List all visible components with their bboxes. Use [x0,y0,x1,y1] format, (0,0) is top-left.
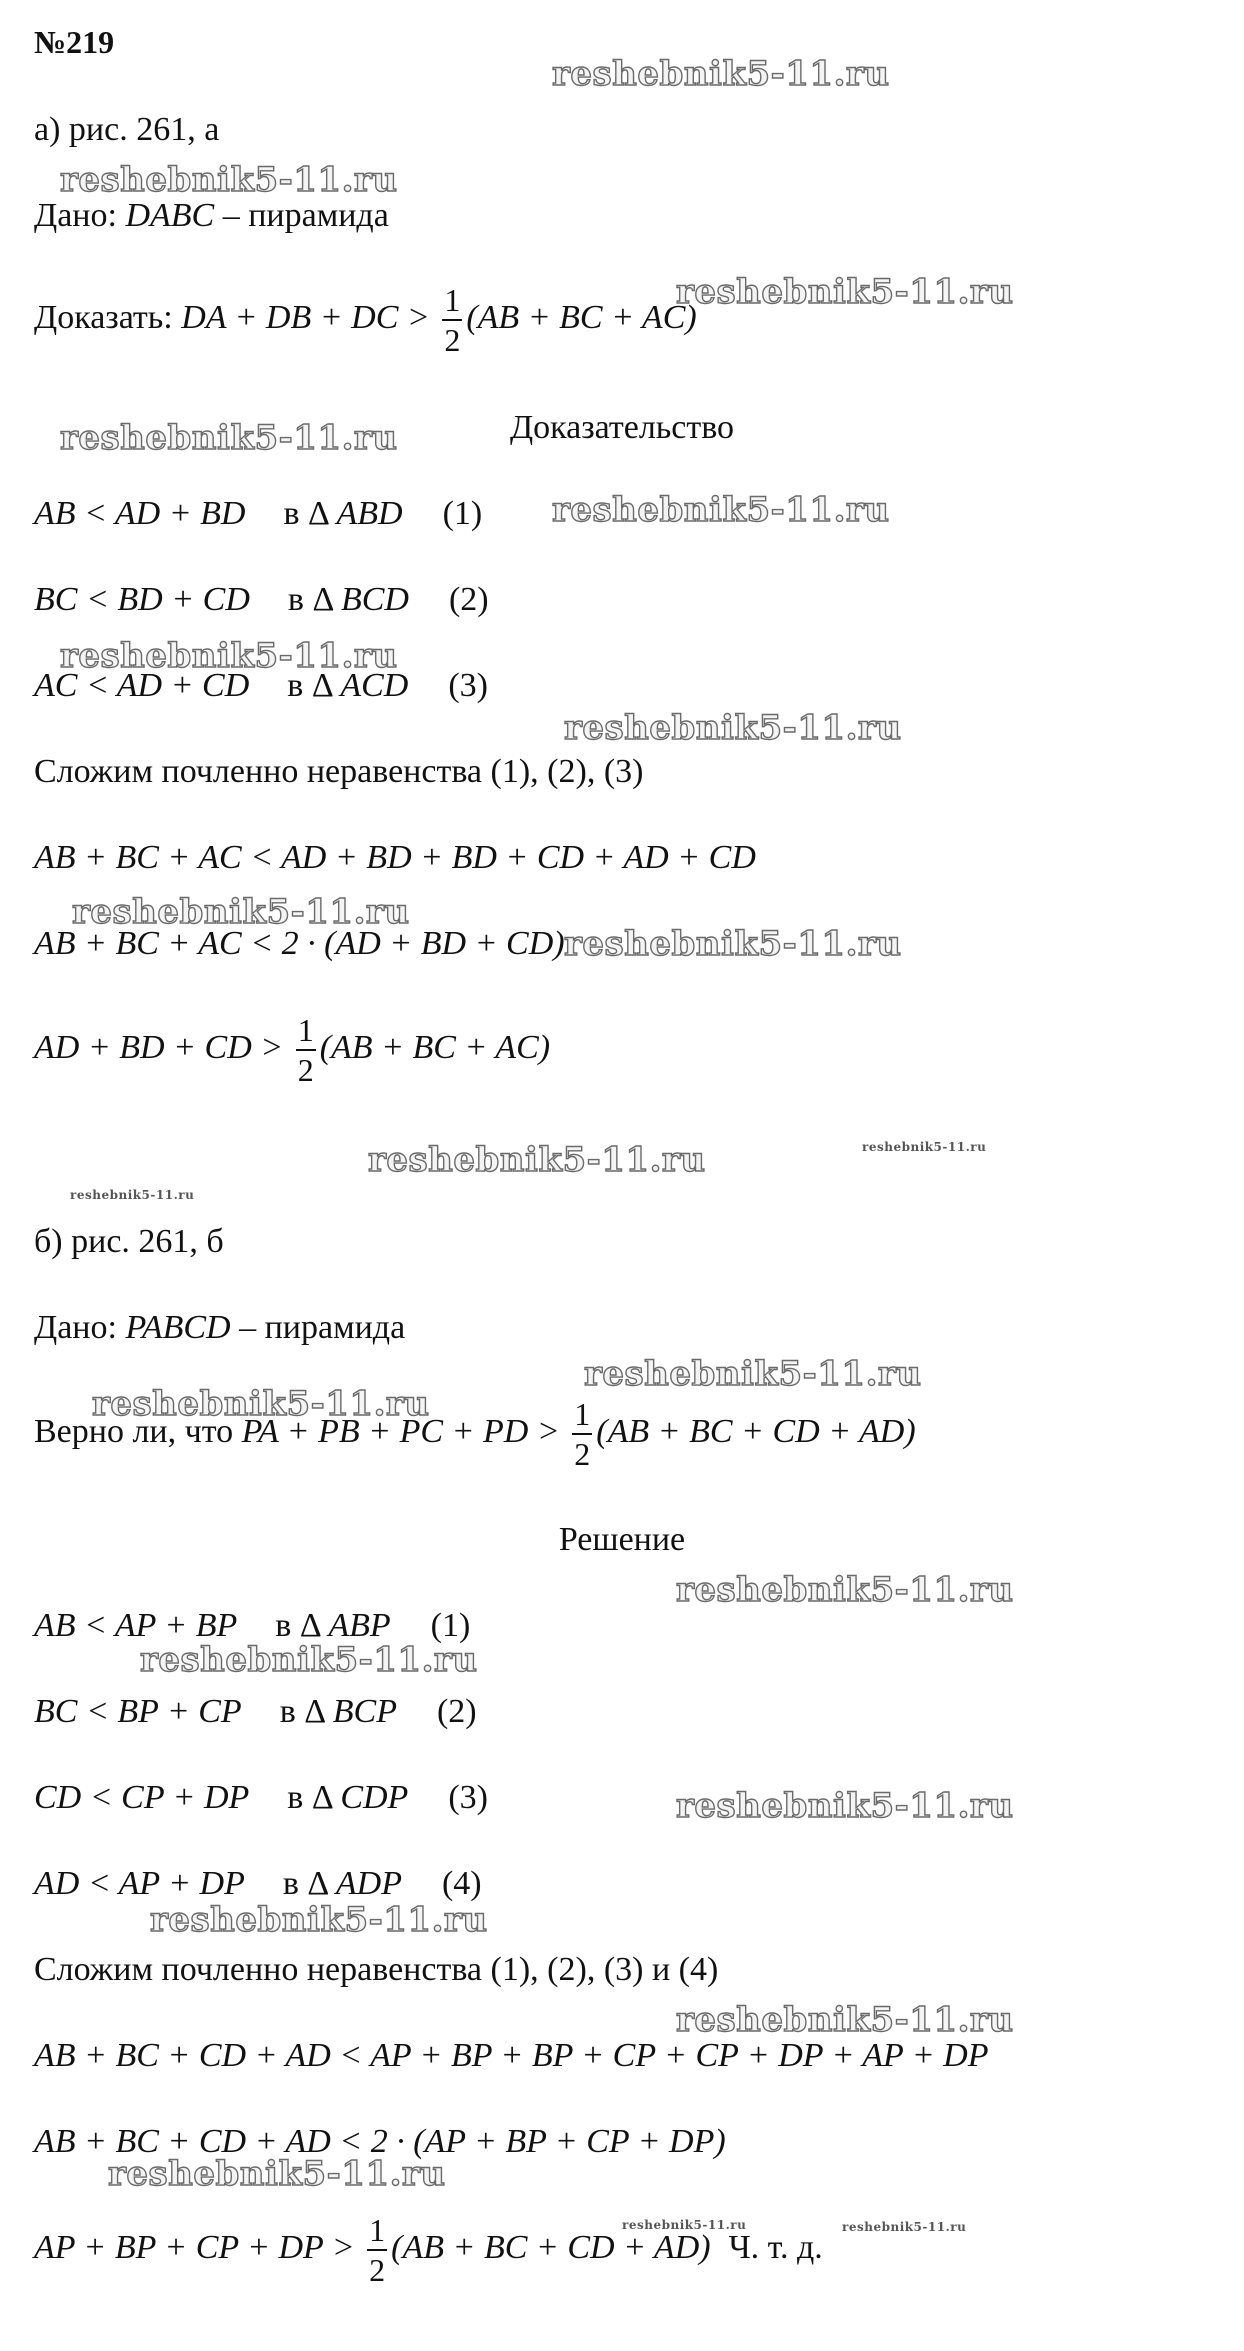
equation-number: (3) [448,1779,488,1816]
equation-number: (3) [448,667,488,704]
part-b-inequality-2 [34,1692,477,1732]
triangle-pre: в Δ [279,1693,333,1730]
triangle-name: BCD [340,581,409,618]
solution-heading: Решение [558,1521,686,1558]
watermark: reshebnik5-11.ru [140,1640,478,1680]
result-right: (AB + BC + CD + AD) [391,2229,711,2266]
part-a-prove [34,278,697,358]
watermark: reshebnik5-11.ru [60,160,398,200]
fraction-numerator: 1 [296,1014,316,1051]
question-label: Верно ли, что [34,1413,242,1450]
given-label: Дано: [34,1309,126,1346]
part-a-inequality-2 [34,580,489,620]
given-rest: – пирамида [230,1309,406,1346]
triangle-name: CDP [340,1779,409,1816]
triangle-name: ABP [328,1607,391,1644]
inequality: BC < BP + CP [34,1693,242,1730]
watermark: reshebnik5-11.ru [676,1570,1014,1610]
equation-number: (2) [448,581,489,618]
given-label: Дано: [34,197,126,234]
prove-right: (AB + BC + AC) [466,299,697,336]
result-left: AD + BD + CD > [34,1029,292,1066]
result-right: (AB + BC + AC) [319,1029,551,1066]
fraction-denominator: 2 [574,1436,591,1473]
sum-expression: AB + BC + CD + AD < 2 · (AP + BP + CP + DP) [34,2123,726,2160]
triangle-pre: в Δ [282,1865,336,1902]
sum-expression: AB + BC + AC < AD + BD + BD + CD + AD + CD [34,839,756,876]
watermark: reshebnik5-11.ru [552,54,890,94]
fraction-numerator: 1 [572,1398,592,1435]
part-a-sum-1 [34,838,756,878]
triangle-pre: в Δ [287,667,341,704]
given-object: DABC [125,197,215,234]
question-left: PA + PB + PC + PD > [241,1413,569,1450]
inequality: BC < BD + CD [34,581,250,618]
sum-right: (AD + BD + CD) [324,925,565,962]
watermark: reshebnik5-11.ru [862,1140,987,1154]
watermark: reshebnik5-11.ru [676,2000,1014,2040]
part-a-header: а) рис. 261, а [34,111,220,148]
fraction-numerator: 1 [367,2214,387,2251]
part-b-inequality-4 [34,1864,482,1904]
proof-heading: Доказательство [509,409,735,446]
watermark: reshebnik5-11.ru [564,708,902,748]
inequality: AC < AD + CD [34,667,250,704]
part-a-sum-text: Сложим почленно неравенства (1), (2), (3) [34,753,644,790]
watermark: reshebnik5-11.ru [676,272,1014,312]
equation-number: (4) [441,1865,482,1902]
watermark: reshebnik5-11.ru [564,924,902,964]
triangle-pre: в Δ [287,581,341,618]
part-a-result [34,1008,550,1088]
sum-expression: AB + BC + CD + AD < AP + BP + BP + CP + CP + DP + AP + DP [34,2037,989,2074]
triangle-pre: в Δ [283,495,337,532]
fraction-denominator: 2 [297,1052,314,1089]
equation-number: (2) [436,1693,477,1730]
triangle-pre: в Δ [275,1607,329,1644]
given-object: PABCD [125,1309,231,1346]
inequality: CD < CP + DP [34,1779,250,1816]
given-rest: – пирамида [214,197,389,234]
watermark: reshebnik5-11.ru [70,1188,195,1202]
fraction-one-half [367,2212,387,2289]
qed: Ч. т. д. [728,2229,823,2266]
fraction-denominator: 2 [369,2252,386,2289]
prove-left: DA + DB + DC > [181,299,439,336]
inequality: AB < AD + BD [34,495,246,532]
fraction-numerator: 1 [442,284,462,321]
watermark: reshebnik5-11.ru [842,2220,967,2234]
part-b-sum-1 [34,2036,988,2076]
watermark: reshebnik5-11.ru [92,1384,430,1424]
part-b-header: б) рис. 261, б [34,1223,224,1260]
watermark: reshebnik5-11.ru [108,2154,446,2194]
triangle-pre: в Δ [287,1779,341,1816]
triangle-name: BCP [332,1693,397,1730]
prove-label: Доказать: [34,299,182,336]
watermark: reshebnik5-11.ru [584,1354,922,1394]
watermark: reshebnik5-11.ru [60,636,398,676]
question-right: (AB + BC + CD + AD) [596,1413,916,1450]
result-left: AP + BP + CP + DP > [34,2229,364,2266]
watermark: reshebnik5-11.ru [552,490,890,530]
triangle-name: ADP [335,1865,402,1902]
inequality: AD < AP + DP [34,1865,245,1902]
fraction-one-half [572,1396,592,1473]
triangle-name: ABD [336,495,403,532]
sum-left: AB + BC + AC < 2 · [34,925,325,962]
triangle-name: ACD [340,667,409,704]
part-b-inequality-3 [34,1778,488,1818]
watermark: reshebnik5-11.ru [676,1786,1014,1826]
watermark: reshebnik5-11.ru [72,892,410,932]
part-b-given [34,1308,405,1348]
problem-number: №219 [34,24,115,60]
part-b-sum-text: Сложим почленно неравенства (1), (2), (3) и (4) [34,1951,719,1988]
equation-number: (1) [442,495,483,532]
watermark: reshebnik5-11.ru [60,418,398,458]
fraction-one-half [442,282,462,359]
part-a-inequality-1 [34,494,482,534]
part-a-given [34,196,389,236]
fraction-denominator: 2 [444,322,461,359]
inequality: AB < AP + BP [34,1607,238,1644]
equation-number: (1) [430,1607,471,1644]
watermark: reshebnik5-11.ru [622,2218,747,2232]
fraction-one-half [296,1012,316,1089]
watermark: reshebnik5-11.ru [150,1900,488,1940]
watermark: reshebnik5-11.ru [368,1140,706,1180]
